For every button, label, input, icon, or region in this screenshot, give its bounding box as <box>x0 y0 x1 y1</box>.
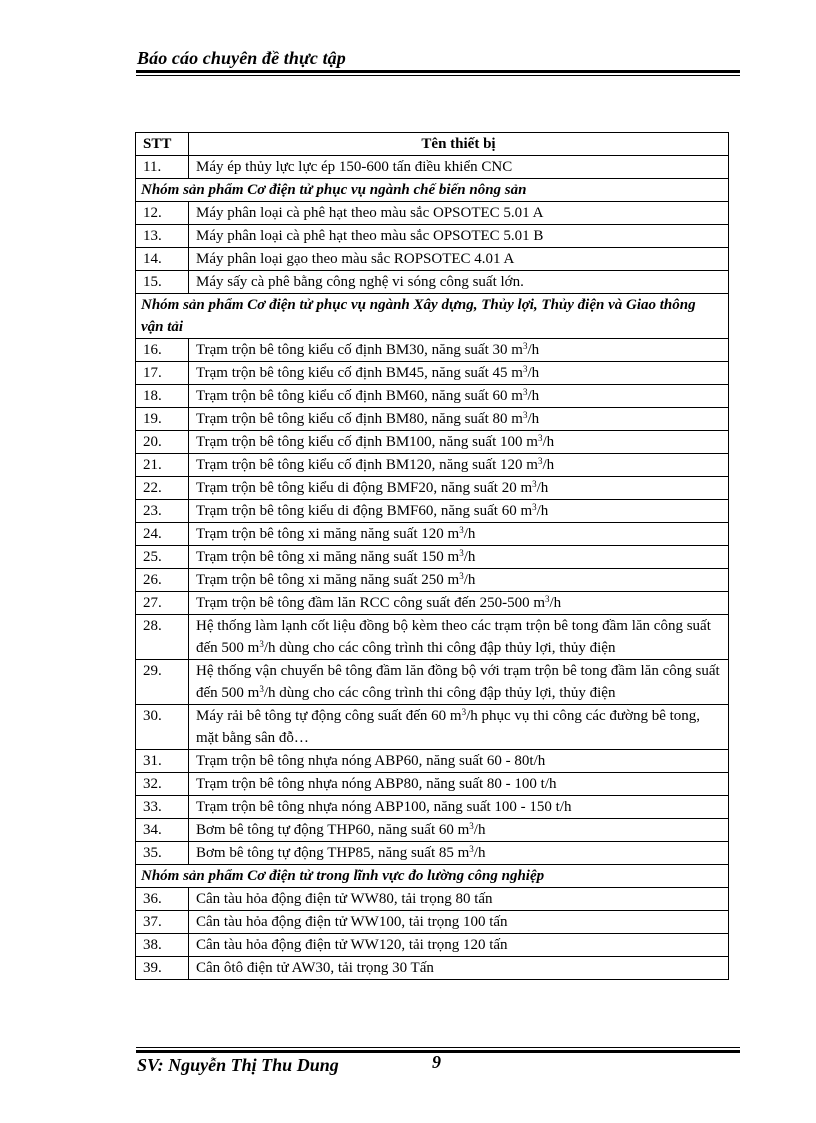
equipment-name: Máy sấy cà phê bằng công nghệ vi sóng công suất lớn. <box>196 274 524 290</box>
equipment-name: Trạm trộn bê tông kiểu cố định BM120, năng suất 120 m <box>196 457 538 473</box>
table-group-row <box>136 865 729 888</box>
equipment-name-suffix: /h <box>527 365 540 381</box>
table-row <box>136 225 729 248</box>
cubic-superscript: 3 <box>537 433 543 443</box>
footer-divider-thin <box>136 1047 740 1048</box>
table-row <box>136 202 729 225</box>
table-row <box>136 454 729 477</box>
equipment-name-suffix: /h <box>463 526 476 542</box>
header-divider-thin <box>136 75 740 76</box>
equipment-name-cell <box>189 934 729 957</box>
row-number: 38. <box>136 934 189 957</box>
table-row <box>136 911 729 934</box>
equipment-name: Hệ thống vận chuyển bê tông đầm lăn đồng bộ với trạm trộn bê tong đầm lăn công suất đến 500 m <box>196 663 720 701</box>
page-header-title: Báo cáo chuyên đề thực tập <box>137 48 346 68</box>
equipment-name-suffix: /h dùng cho các công trình thi công đập thủy lợi, thủy điện <box>263 685 616 701</box>
equipment-name-suffix: /h <box>549 595 562 611</box>
equipment-name: Hệ thống làm lạnh cốt liệu đồng bộ kèm theo các trạm trộn bê tong đầm lăn công suất đến 500 m <box>196 618 711 656</box>
table-row <box>136 156 729 179</box>
group-title: Nhóm sản phẩm Cơ điện tử trong lĩnh vực đo lường công nghiệp <box>136 865 729 888</box>
row-number: 34. <box>136 819 189 842</box>
equipment-name-suffix: /h <box>527 388 540 404</box>
equipment-name-cell <box>189 615 729 660</box>
row-number: 39. <box>136 957 189 980</box>
row-number: 14. <box>136 248 189 271</box>
cubic-superscript: 3 <box>522 410 528 420</box>
table-row <box>136 842 729 865</box>
cubic-superscript: 3 <box>459 548 464 558</box>
table-row <box>136 819 729 842</box>
equipment-name-cell <box>189 546 729 569</box>
equipment-table <box>135 132 729 980</box>
equipment-name-suffix: /h <box>463 572 476 588</box>
table-row <box>136 796 729 819</box>
table-row <box>136 431 729 454</box>
column-header-stt: STT <box>136 133 189 156</box>
equipment-name-suffix: /h <box>536 480 549 496</box>
table-row <box>136 271 729 294</box>
table-row <box>136 339 729 362</box>
table-row <box>136 888 729 911</box>
row-number: 21. <box>136 454 189 477</box>
equipment-name-suffix: /h <box>542 457 555 473</box>
table-row <box>136 615 729 660</box>
equipment-name-cell <box>189 477 729 500</box>
row-number: 35. <box>136 842 189 865</box>
equipment-name-cell <box>189 705 729 750</box>
footer-student-name: SV: Nguyễn Thị Thu Dung <box>137 1055 339 1075</box>
row-number: 31. <box>136 750 189 773</box>
row-number: 26. <box>136 569 189 592</box>
equipment-name-suffix: /h <box>542 434 555 450</box>
equipment-name: Trạm trộn bê tông nhựa nóng ABP100, năng suất 100 - 150 t/h <box>196 799 572 815</box>
table-row <box>136 705 729 750</box>
equipment-name: Bơm bê tông tự động THP60, năng suất 60 m <box>196 822 470 838</box>
table-row <box>136 569 729 592</box>
group-title: Nhóm sản phẩm Cơ điện tử phục vụ ngành chế biến nông sản <box>136 179 729 202</box>
equipment-name-cell <box>189 408 729 431</box>
row-number: 19. <box>136 408 189 431</box>
cubic-superscript: 3 <box>469 844 474 854</box>
row-number: 13. <box>136 225 189 248</box>
equipment-name-cell <box>189 385 729 408</box>
row-number: 32. <box>136 773 189 796</box>
equipment-name-cell <box>189 592 729 615</box>
equipment-name-cell <box>189 773 729 796</box>
equipment-name-suffix: /h <box>473 822 486 838</box>
cubic-superscript: 3 <box>537 456 543 466</box>
equipment-name: Trạm trộn bê tông xi măng năng suất 250 m <box>196 572 460 588</box>
equipment-name: Trạm trộn bê tông nhựa nóng ABP80, năng suất 80 - 100 t/h <box>196 776 557 792</box>
cubic-superscript: 3 <box>259 639 264 649</box>
equipment-name-cell <box>189 660 729 705</box>
equipment-name-cell <box>189 500 729 523</box>
cubic-superscript: 3 <box>522 364 528 374</box>
cubic-superscript: 3 <box>259 684 264 694</box>
row-number: 37. <box>136 911 189 934</box>
table-group-row <box>136 179 729 202</box>
table-row <box>136 546 729 569</box>
row-number: 17. <box>136 362 189 385</box>
equipment-name: Bơm bê tông tự động THP85, năng suất 85 m <box>196 845 470 861</box>
equipment-name-cell <box>189 819 729 842</box>
table-row <box>136 500 729 523</box>
cubic-superscript: 3 <box>522 387 528 397</box>
equipment-name-cell <box>189 842 729 865</box>
equipment-name: Cân tàu hỏa động điện tử WW80, tải trọng 80 tấn <box>196 891 493 907</box>
row-number: 23. <box>136 500 189 523</box>
equipment-name-suffix: /h <box>473 845 486 861</box>
equipment-name-cell <box>189 569 729 592</box>
equipment-name-cell <box>189 339 729 362</box>
table-row <box>136 592 729 615</box>
equipment-name: Cân tàu hỏa động điện tử WW100, tải trọng 100 tấn <box>196 914 508 930</box>
equipment-name: Trạm trộn bê tông nhựa nóng ABP60, năng suất 60 - 80t/h <box>196 753 546 769</box>
equipment-name-cell <box>189 202 729 225</box>
equipment-name: Trạm trộn bê tông xi măng năng suất 150 m <box>196 549 460 565</box>
equipment-name-cell <box>189 362 729 385</box>
row-number: 22. <box>136 477 189 500</box>
table-row <box>136 773 729 796</box>
equipment-name: Trạm trộn bê tông xi măng năng suất 120 m <box>196 526 460 542</box>
equipment-name-cell <box>189 911 729 934</box>
equipment-name-cell <box>189 225 729 248</box>
cubic-superscript: 3 <box>461 707 467 717</box>
row-number: 25. <box>136 546 189 569</box>
page-number: 9 <box>432 1052 441 1072</box>
equipment-name-suffix: /h <box>536 503 549 519</box>
table-row <box>136 477 729 500</box>
header-divider <box>136 70 740 73</box>
table-row <box>136 750 729 773</box>
row-number: 20. <box>136 431 189 454</box>
row-number: 28. <box>136 615 189 660</box>
row-number: 12. <box>136 202 189 225</box>
equipment-name: Trạm trộn bê tông kiểu di động BMF20, năng suất 20 m <box>196 480 533 496</box>
table-header-row <box>136 133 729 156</box>
cubic-superscript: 3 <box>545 594 550 604</box>
equipment-name-cell <box>189 248 729 271</box>
equipment-name-cell <box>189 156 729 179</box>
equipment-name: Máy phân loại cà phê hạt theo màu sắc OPSOTEC 5.01 B <box>196 228 544 244</box>
row-number: 33. <box>136 796 189 819</box>
table-row <box>136 408 729 431</box>
table-row <box>136 660 729 705</box>
table-row <box>136 957 729 980</box>
equipment-name: Máy phân loại gạo theo màu sắc ROPSOTEC 4.01 A <box>196 251 515 267</box>
equipment-name-cell <box>189 431 729 454</box>
equipment-name: Trạm trộn bê tông kiểu di động BMF60, năng suất 60 m <box>196 503 533 519</box>
table-row <box>136 934 729 957</box>
table-row <box>136 248 729 271</box>
equipment-name-suffix: /h <box>527 411 540 427</box>
row-number: 24. <box>136 523 189 546</box>
equipment-name: Trạm trộn bê tông kiểu cố định BM80, năng suất 80 m <box>196 411 523 427</box>
row-number: 27. <box>136 592 189 615</box>
equipment-name: Trạm trộn bê tông đầm lăn RCC công suất đến 250-500 m <box>196 595 545 611</box>
cubic-superscript: 3 <box>459 525 464 535</box>
cubic-superscript: 3 <box>459 571 464 581</box>
column-header-equipment-name: Tên thiết bị <box>189 133 729 156</box>
equipment-name-suffix: /h <box>527 342 540 358</box>
table-group-row <box>136 294 729 339</box>
row-number: 11. <box>136 156 189 179</box>
equipment-name: Trạm trộn bê tông kiểu cố định BM45, năng suất 45 m <box>196 365 523 381</box>
table-row <box>136 523 729 546</box>
equipment-name-cell <box>189 957 729 980</box>
equipment-name-cell <box>189 750 729 773</box>
table-body <box>136 156 729 980</box>
equipment-name-suffix: /h <box>463 549 476 565</box>
row-number: 29. <box>136 660 189 705</box>
row-number: 16. <box>136 339 189 362</box>
equipment-name-suffix: /h phục vụ thi công các đường bê tong, mặt bằng sân đỗ… <box>196 708 701 746</box>
equipment-name: Trạm trộn bê tông kiểu cố định BM100, năng suất 100 m <box>196 434 538 450</box>
equipment-name: Máy phân loại cà phê hạt theo màu sắc OPSOTEC 5.01 A <box>196 205 544 221</box>
row-number: 36. <box>136 888 189 911</box>
row-number: 15. <box>136 271 189 294</box>
equipment-name-cell <box>189 888 729 911</box>
table-row <box>136 385 729 408</box>
row-number: 18. <box>136 385 189 408</box>
equipment-name: Máy rải bê tông tự động công suất đến 60 m <box>196 708 462 724</box>
cubic-superscript: 3 <box>469 821 474 831</box>
table-row <box>136 362 729 385</box>
equipment-name: Cân tàu hỏa động điện tử WW120, tải trọng 120 tấn <box>196 937 508 953</box>
equipment-name-cell <box>189 523 729 546</box>
equipment-name: Máy ép thủy lực lực ép 150-600 tấn điều khiển CNC <box>196 159 513 175</box>
equipment-name-cell <box>189 271 729 294</box>
equipment-name-suffix: /h dùng cho các công trình thi công đập thủy lợi, thủy điện <box>263 640 616 656</box>
cubic-superscript: 3 <box>532 479 537 489</box>
row-number: 30. <box>136 705 189 750</box>
equipment-name: Trạm trộn bê tông kiểu cố định BM60, năng suất 60 m <box>196 388 523 404</box>
cubic-superscript: 3 <box>532 502 537 512</box>
group-title: Nhóm sản phẩm Cơ điện tử phục vụ ngành Xây dựng, Thủy lợi, Thủy điện và Giao thông vận tải <box>136 294 729 339</box>
equipment-name-cell <box>189 796 729 819</box>
cubic-superscript: 3 <box>522 341 528 351</box>
equipment-name: Cân ôtô điện tử AW30, tải trọng 30 Tấn <box>196 960 434 976</box>
equipment-name-cell <box>189 454 729 477</box>
equipment-name: Trạm trộn bê tông kiểu cố định BM30, năng suất 30 m <box>196 342 523 358</box>
